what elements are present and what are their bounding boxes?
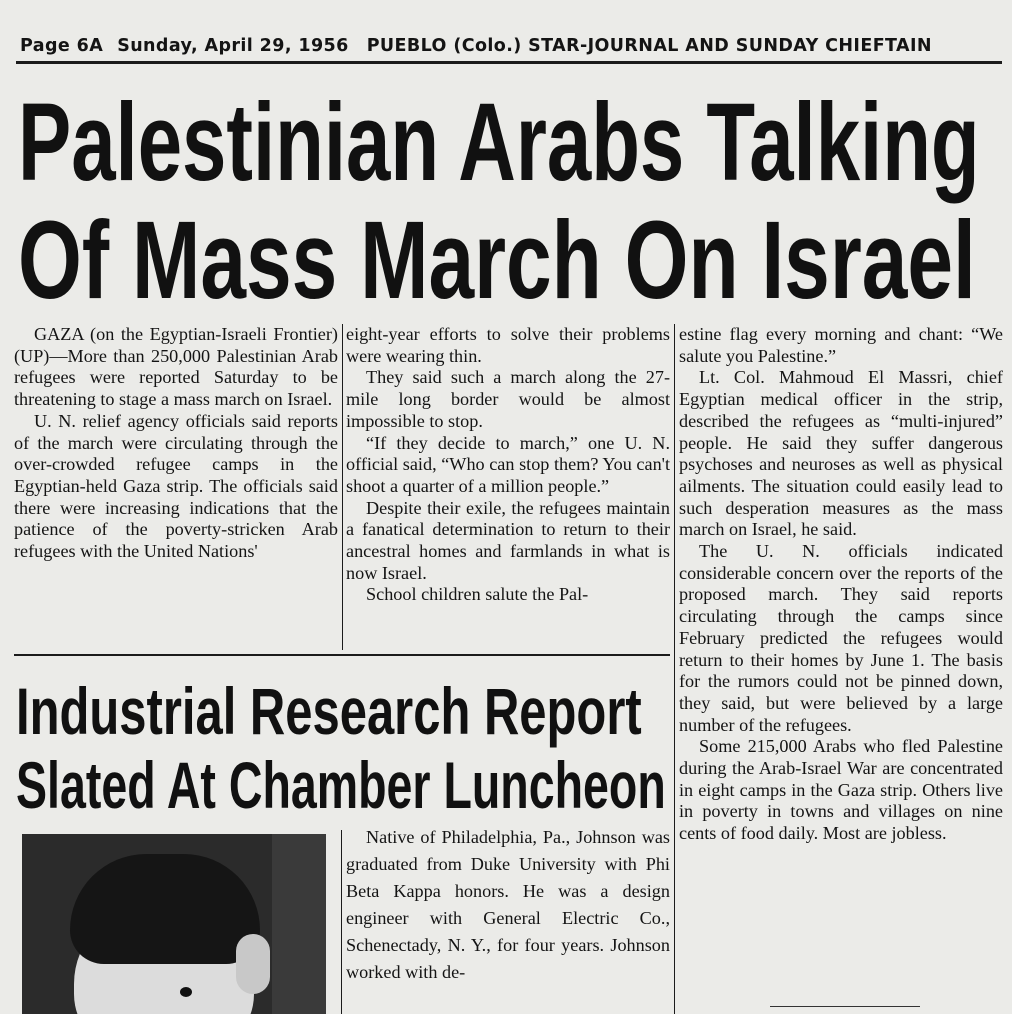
paragraph: estine flag every morning and chant: “We salute you Palestine.”	[679, 324, 1003, 366]
paragraph: U. N. relief agency officials said reports of the march were circulating through the over-crowded refugee camps in the Egyptian-held Gaza strip. The officials said there were increasing indications that the patience of the poverty-stricken Arab refugees with the United Nations'	[14, 410, 338, 562]
story1-column-2	[346, 324, 670, 656]
page-number: Page 6A	[20, 36, 104, 56]
main-headline-line-2: Of Mass March On Israel	[18, 199, 976, 322]
story1-column-3	[679, 324, 1003, 996]
main-headline-line-1: Palestinian Arabs Talking	[18, 81, 980, 204]
paragraph: “If they decide to march,” one U. N. official said, “Who can stop them? You can't shoot a quarter of a million people.”	[346, 432, 670, 496]
masthead	[20, 33, 1000, 59]
paragraph: School children salute the Pal-	[366, 584, 589, 605]
newspaper-name: PUEBLO (Colo.) STAR-JOURNAL AND SUNDAY CHIEFTAIN	[366, 36, 932, 56]
second-headline-line-2: Slated At Chamber Luncheon	[16, 748, 666, 822]
paragraph: Native of Philadelphia, Pa., Johnson was graduated from Duke University with Phi Beta Kappa honors. He was a design engineer with General Electric Co., Schenectady, N. Y., for four years. Johnson worked with de-	[346, 827, 670, 982]
paragraph: Despite their exile, the refugees maintain a fanatical determination to return to their ancestral homes and farmlands in what is now Israel.	[346, 497, 670, 583]
end-rule	[770, 1006, 920, 1007]
story2-column	[346, 824, 670, 1014]
section-rule	[14, 654, 670, 656]
paragraph: eight-year efforts to solve their problems were wearing thin.	[346, 324, 670, 366]
column-rule	[674, 324, 675, 1014]
masthead-rule	[16, 61, 1002, 64]
portrait-photo	[22, 834, 326, 1014]
issue-date: Sunday, April 29, 1956	[117, 36, 349, 56]
second-headline-line-1: Industrial Research Report	[16, 674, 642, 748]
paragraph: The U. N. officials indicated considerable concern over the reports of the proposed march. They said reports circulating through the camps since February predicted the refugees would return to their homes by June 1. The basis for the rumors could not be pinned down, they said, but were believed by a large number of the refugees.	[679, 541, 1003, 735]
paragraph: Lt. Col. Mahmoud El Massri, chief Egyptian medical officer in the strip, described the refugees as “multi-injured” people. He said they suffer dangerous psychoses and neuroses as well as physical ailments. The situation could easily lead to such desperation measures as the mass march on Israel, he said.	[679, 367, 1003, 540]
column-rule	[342, 324, 343, 650]
paragraph: Some 215,000 Arabs who fled Palestine during the Arab-Israel War are concentrated in eight camps in the Gaza strip. Others live in poverty in towns and villages on nine cents of food daily. Most are jobless.	[679, 736, 1003, 844]
paragraph: They said such a march along the 27-mile long border would be almost impossible to stop.	[346, 367, 670, 431]
story1-column-1	[14, 324, 338, 656]
paragraph: GAZA (on the Egyptian-Israeli Frontier) (UP)—More than 250,000 Palestinian Arab refugees were reported Saturday to be threatening to stage a mass march on Israel.	[14, 324, 338, 410]
column-rule	[341, 830, 342, 1014]
